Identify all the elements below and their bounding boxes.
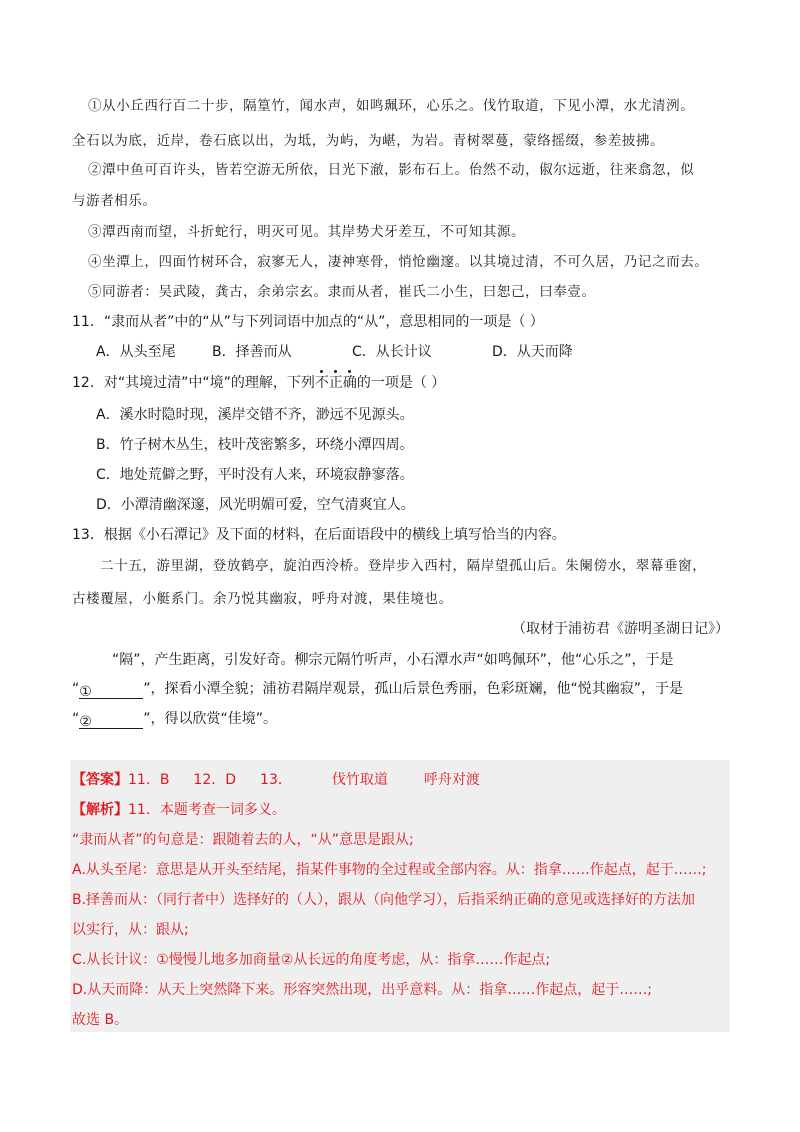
passage-paragraph-2-line-1: ②潭中鱼可百许头，皆若空游无所依，日光下澈，影布石上。佁然不动，俶尔远逝，往来翕忽，似 bbox=[88, 162, 695, 178]
question-11-option-c: C．从长计议 bbox=[352, 344, 432, 360]
analysis-line-4: 以实行，从：跟从; bbox=[72, 922, 189, 938]
passage-paragraph-1-line-2: 全石以为底，近岸，卷石底以出，为坻，为屿，为嵁，为岩。青树翠蔓，蒙络摇缀，参差披拂。 bbox=[72, 133, 665, 149]
quote-open-2: “ bbox=[72, 711, 80, 727]
analysis-intro: 11．本题考查一词多义。 bbox=[128, 802, 286, 818]
emphasis-dot-char-2: 正 bbox=[328, 375, 343, 391]
question-12-option-b: B．竹子树木丛生，枝叶茂密繁多，环绕小潭四周。 bbox=[96, 437, 414, 453]
passage-paragraph-2-line-2: 与游者相乐。 bbox=[72, 193, 157, 209]
answer-13-blank-1: 伐竹取道 bbox=[331, 772, 388, 788]
question-12-stem bbox=[72, 373, 445, 393]
passage-paragraph-5: ⑤同游者：吴武陵，龚古，余弟宗玄。隶而从者，崔氏二小生，曰恕己，曰奉壹。 bbox=[88, 284, 596, 300]
answer-12: 12．D bbox=[193, 772, 237, 788]
analysis-line-7: 故选 B。 bbox=[72, 1012, 129, 1028]
essay-paragraph-line-2 bbox=[72, 679, 683, 699]
question-12-option-a: A．溪水时隐时现，溪岸交错不齐，渺远不见源头。 bbox=[96, 407, 414, 423]
question-11-stem: 11．“隶而从者”中的“从”与下列词语中加点的“从”，意思相同的一项是（ ） bbox=[72, 314, 544, 330]
passage-paragraph-3: ③潭西南而望，斗折蛇行，明灭可见。其岸势犬牙差互，不可知其源。 bbox=[88, 224, 526, 240]
analysis-line-6: D.从天而降：从天上突然降下来。形容突然出现，出乎意料。从：指拿……作起点，起于……; bbox=[72, 982, 652, 998]
material-line-2: 古楼覆屋，小艇系门。余乃悦其幽寂，呼舟对渡，果佳境也。 bbox=[72, 591, 453, 607]
question-12-stem-pre: 12．对“其境过清”中“境”的理解，下列 bbox=[72, 375, 315, 391]
question-11-option-d: D．从天而降 bbox=[492, 344, 573, 360]
analysis-label: 【解析】 bbox=[72, 802, 128, 818]
passage-paragraph-4: ④坐潭上，四面竹树环合，寂寥无人，凄神寒骨，悄怆幽邃。以其境过清，不可久居，乃记之而去。 bbox=[88, 254, 709, 270]
essay-paragraph-line-1: “隔”，产生距离，引发好奇。柳宗元隔竹听声，小石潭水声“如鸣佩环”，他“心乐之”，于是 bbox=[112, 652, 674, 668]
answer-13: 13． bbox=[260, 772, 292, 788]
fill-blank-1[interactable]: ① bbox=[79, 682, 143, 699]
passage-paragraph-1-line-1: ①从小丘西行百二十步，隔篁竹，闻水声，如鸣珮环，心乐之。伐竹取道，下见小潭，水尤清洌。 bbox=[88, 98, 695, 114]
essay-line-3-text: ”，得以欣赏“佳境”。 bbox=[143, 711, 278, 727]
question-11-option-a: A．从头至尾 bbox=[96, 344, 176, 360]
emphasis-dot-char-3: 确 bbox=[342, 375, 357, 391]
question-12-stem-post: 的一项是（ ） bbox=[356, 375, 446, 391]
analysis-line-5: C.从长计议：①慢慢儿地多加商量②从长远的角度考虑，从：指拿……作起点; bbox=[72, 952, 551, 968]
answer-label: 【答案】 bbox=[72, 772, 128, 788]
question-13-stem: 13．根据《小石潭记》及下面的材料，在后面语段中的横线上填写恰当的内容。 bbox=[72, 527, 566, 543]
question-12-option-d: D．小潭清幽深邃，风光明媚可爱，空气清爽宜人。 bbox=[96, 497, 415, 513]
question-11-option-b: B．择善而从 bbox=[212, 344, 292, 360]
essay-line-2-text: ”，探看小潭全貌；浦祊君隔岸观景，孤山后景色秀丽，色彩斑斓，他“悦其幽寂”，于是 bbox=[143, 681, 684, 697]
answer-13-blank-2: 呼舟对渡 bbox=[423, 772, 480, 788]
quote-open-1: “ bbox=[72, 681, 80, 697]
answer-line bbox=[72, 770, 480, 790]
answer-11: 11．B bbox=[128, 772, 170, 788]
analysis-line-2: A.从头至尾：意思是从开头至结尾，指某件事物的全过程或全部内容。从：指拿……作起点，起于……; bbox=[72, 862, 707, 878]
essay-paragraph-line-3 bbox=[72, 709, 277, 729]
material-line-1: 二十五，游里湖，登放鹤亭，旋泊西泠桥。登岸步入西村，隔岸望孤山后。朱阑傍水，翠幕垂窗， bbox=[100, 558, 707, 574]
fill-blank-2[interactable]: ② bbox=[79, 712, 143, 729]
analysis-intro-line bbox=[72, 800, 286, 820]
emphasis-dot-char-1: 不 bbox=[314, 375, 329, 391]
material-source: （取材于浦祊君《游明圣湖日记》） bbox=[512, 621, 729, 637]
question-12-option-c: C．地处荒僻之野，平时没有人来，环境寂静寥落。 bbox=[96, 467, 414, 483]
analysis-line-3: B.择善而从：（同行者中）选择好的（人），跟从（向他学习），后指采纳正确的意见或选择好的方法加 bbox=[72, 892, 696, 908]
analysis-line-1: “隶而从者”的句意是：跟随着去的人，“从”意思是跟从; bbox=[72, 832, 414, 848]
